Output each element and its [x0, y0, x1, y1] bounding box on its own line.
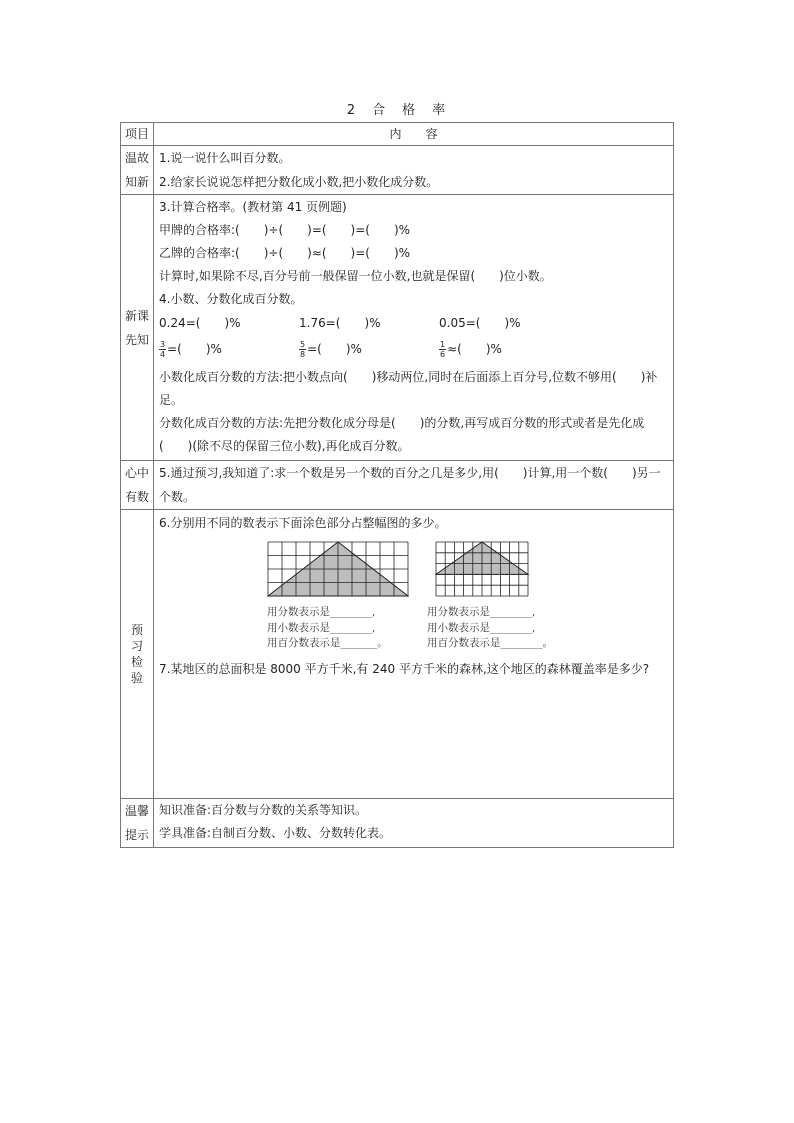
question-5: 5.通过预习,我知道了:求一个数是另一个数的百分之几是多少,用( )计算,用一个数( )另一个数。	[159, 466, 661, 504]
fraction	[299, 340, 306, 359]
tip-knowledge: 知识准备:百分数与分数的关系等知识。	[159, 803, 368, 817]
label-line: 预	[130, 623, 143, 637]
section-label-tips	[121, 799, 154, 848]
label-line: 新课	[124, 308, 149, 323]
label-line: 温故	[124, 151, 149, 165]
numerator: 1	[440, 339, 446, 349]
label-line: 先知	[124, 332, 149, 347]
figure-1	[267, 541, 427, 652]
denominator: 8	[300, 349, 306, 359]
numerator: 5	[300, 339, 306, 349]
denominator: 4	[160, 349, 166, 359]
caption-percent: 用百分数表示是_______。	[267, 637, 388, 649]
section-label-preview	[121, 195, 154, 461]
decimal-row	[159, 311, 668, 335]
section-label-check	[121, 510, 154, 799]
caption-fraction: 用分数表示是________,	[427, 606, 536, 618]
question-1: 1.说一说什么叫百分数。	[159, 151, 291, 165]
header-row	[121, 123, 674, 146]
page-title: 2 合 格 率	[346, 103, 448, 118]
fraction-rest: =( )%	[167, 341, 222, 356]
denominator: 6	[440, 349, 446, 359]
check-content	[154, 510, 674, 799]
caption-percent: 用百分数表示是________。	[427, 637, 553, 649]
fraction-row	[159, 335, 668, 363]
question-3-title: 3.计算合格率。(教材第 41 页例题)	[159, 200, 347, 214]
fraction-item	[439, 338, 579, 361]
worksheet-table	[120, 122, 674, 848]
label-line: 心中	[124, 466, 149, 480]
fraction-rest: ≈( )%	[447, 341, 502, 356]
method-fraction: 分数化成百分数的方法:先把分数化成分母是( )的分数,再写成百分数的形式或者是先化成( )(除不尽的保留三位小数),再化成百分数。	[159, 416, 645, 453]
fraction	[439, 340, 446, 359]
question-4-title: 4.小数、分数化成百分数。	[159, 292, 303, 306]
grid-figures	[159, 535, 668, 652]
section-label-review	[121, 146, 154, 195]
numerator: 3	[160, 339, 166, 349]
caption-decimal: 用小数表示是________,	[427, 621, 536, 634]
label-line: 提示	[124, 828, 149, 842]
question-6-title: 6.分别用不同的数表示下面涂色部分占整幅图的多少。	[159, 516, 447, 530]
label-line: 知新	[124, 175, 149, 189]
label-line: 检	[130, 655, 143, 669]
section-label-summary	[121, 461, 154, 510]
section-preview	[121, 195, 674, 461]
method-decimal: 小数化成百分数的方法:把小数点向( )移动两位,同时在后面添上百分号,位数不够用( )补足。	[159, 370, 658, 407]
question-2: 2.给家长说说怎样把分数化成小数,把小数化成分数。	[159, 175, 439, 189]
section-summary	[121, 461, 674, 510]
tips-content	[154, 799, 674, 848]
question-3-note: 计算时,如果除不尽,百分号前一般保留一位小数,也就是保留( )位小数。	[159, 269, 552, 283]
question-3-brand-jia: 甲牌的合格率:( )÷( )=( )=( )%	[159, 223, 411, 237]
review-content	[154, 146, 674, 195]
decimal-item: 1.76=( )%	[299, 315, 381, 330]
section-check	[121, 510, 674, 799]
caption-decimal: 用小数表示是________,	[267, 621, 376, 634]
fraction-item	[299, 338, 439, 361]
label-line: 有数	[124, 490, 149, 504]
section-tips	[121, 799, 674, 848]
decimal-item: 0.24=( )%	[159, 315, 241, 330]
grid-figure-2	[435, 541, 577, 597]
header-content: 内 容	[154, 123, 674, 146]
question-3-brand-yi: 乙牌的合格率:( )÷( )≈( )=( )%	[159, 246, 411, 260]
grid-figure-1	[267, 541, 409, 597]
fraction	[159, 340, 166, 359]
summary-content	[154, 461, 674, 510]
fraction-item	[159, 338, 299, 361]
label-line: 习	[130, 639, 143, 653]
label-line: 验	[130, 671, 143, 685]
tip-tools: 学具准备:自制百分数、小数、分数转化表。	[159, 826, 392, 840]
decimal-item: 0.05=( )%	[439, 315, 521, 330]
fraction-rest: =( )%	[307, 341, 362, 356]
section-review	[121, 146, 674, 195]
label-line: 温馨	[124, 804, 149, 818]
question-7: 7.某地区的总面积是 8000 平方千米,有 240 平方千米的森林,这个地区的森林覆盖率是多少?	[159, 661, 650, 676]
header-item: 项目	[121, 123, 154, 146]
caption-fraction: 用分数表示是________,	[267, 606, 376, 618]
preview-content	[154, 195, 674, 461]
figure-2	[427, 541, 587, 652]
